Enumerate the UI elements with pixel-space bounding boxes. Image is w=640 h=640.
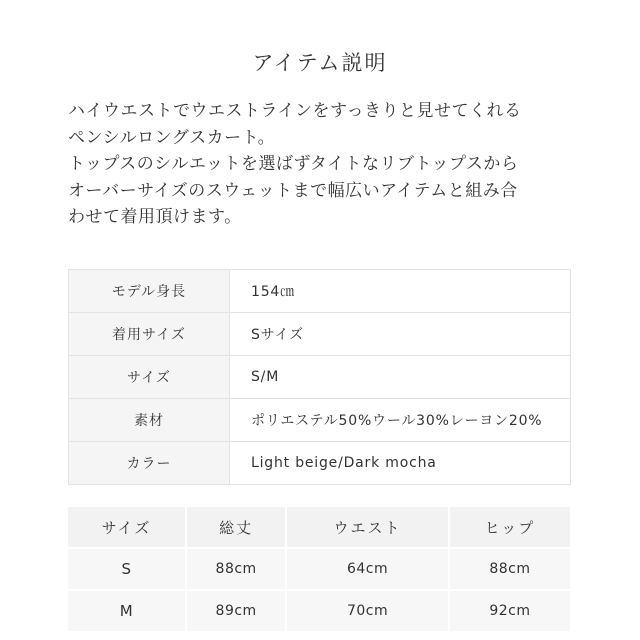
spec-label: カラー <box>69 442 230 485</box>
size-header-cell: サイズ <box>68 507 186 548</box>
size-cell: M <box>68 590 186 632</box>
spec-value: ポリエステル50%ウール30%レーヨン20% <box>230 399 571 442</box>
size-cell: 88cm <box>449 548 571 590</box>
item-description <box>68 98 588 231</box>
spec-value: S/M <box>230 356 571 399</box>
spec-table <box>68 269 571 485</box>
spec-label: サイズ <box>69 356 230 399</box>
size-header-cell: 総丈 <box>186 507 286 548</box>
size-table-row <box>68 548 571 590</box>
size-table-header <box>68 507 571 548</box>
description-line: オーバーサイズのスウェットまで幅広いアイテムと組み合 <box>68 180 518 201</box>
spec-row <box>69 270 571 313</box>
size-table-row <box>68 590 571 632</box>
size-table <box>68 507 572 633</box>
description-line: ペンシルロングスカート。 <box>68 127 276 148</box>
spec-row <box>69 356 571 399</box>
spec-label: モデル身長 <box>69 270 230 313</box>
size-cell: 89cm <box>186 590 286 632</box>
size-header-cell: ウエスト <box>286 507 449 548</box>
page-title: アイテム説明 <box>252 51 388 75</box>
spec-label: 着用サイズ <box>69 313 230 356</box>
spec-row <box>69 313 571 356</box>
spec-row <box>69 442 571 485</box>
description-line: トップスのシルエットを選ばずタイトなリブトップスから <box>68 154 519 174</box>
size-cell: 70cm <box>286 590 449 632</box>
spec-value: Light beige/Dark mocha <box>230 442 571 485</box>
spec-value: 154㎝ <box>230 270 571 313</box>
size-cell: 88cm <box>186 548 286 590</box>
size-cell: S <box>68 548 186 590</box>
description-line: ハイウエストでウエストラインをすっきりと見せてくれる <box>68 101 522 121</box>
size-cell: 64cm <box>286 548 449 590</box>
description-line: わせて着用頂けます。 <box>68 207 242 227</box>
size-header-cell: ヒップ <box>449 507 571 548</box>
spec-value: Sサイズ <box>230 313 571 356</box>
spec-row <box>69 399 571 442</box>
size-cell: 92cm <box>449 590 571 632</box>
spec-label: 素材 <box>69 399 230 442</box>
